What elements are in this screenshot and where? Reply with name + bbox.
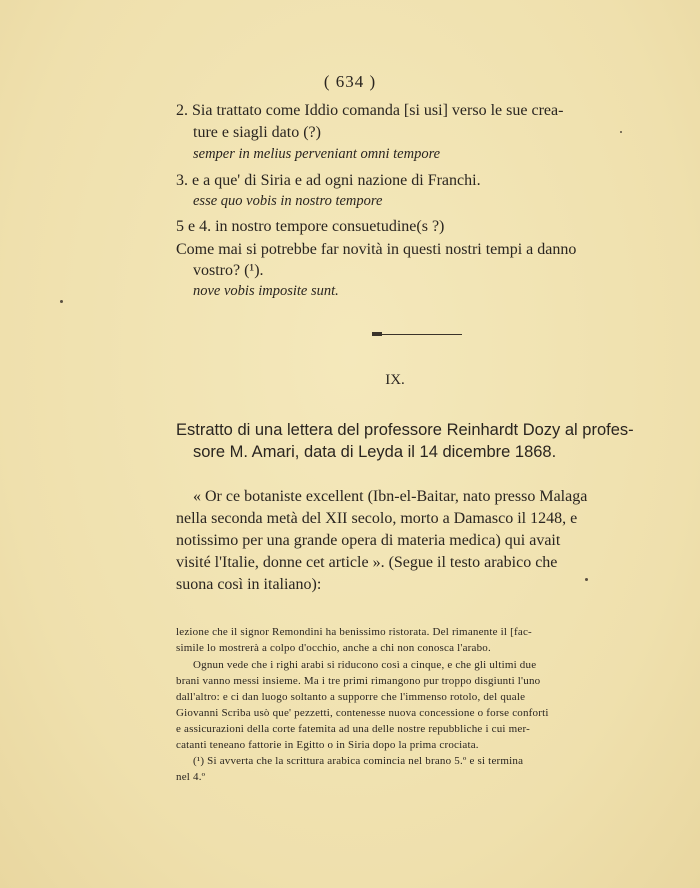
footnote-marker-line: (¹) Si avverta che la scrittura arabica comincia nel brano 5.º e si termina — [193, 755, 524, 767]
letter-title-line-1: Estratto di una lettera del professore Reinhardt Dozy al profes- — [176, 421, 634, 439]
paper-speck — [620, 131, 622, 133]
body-line-5: suona così in italiano): — [176, 576, 322, 593]
verse-5-4-line-3: vostro? (¹). — [193, 262, 264, 279]
verse-2-latin: semper in melius perveniant omni tempore — [193, 146, 441, 162]
verse-2-line-2: ture e siagli dato (?) — [193, 124, 321, 141]
footnote-line-5: dall'altro: e ci dan luogo soltanto a supporre che l'immenso rotolo, del quale — [176, 691, 526, 703]
letter-title-line-2: sore M. Amari, data di Leyda il 14 dicembre 1868. — [193, 443, 557, 461]
body-line-4: visité l'Italie, donne cet article ». (Segue il testo arabico che — [176, 554, 558, 571]
verse-3-line-1: 3. e a que' di Siria e ad ogni nazione di Franchi. — [176, 172, 481, 189]
footnote-line-6: Giovanni Scriba usò que' pezzetti, contenesse nuova concessione o forse conforti — [176, 707, 549, 719]
ornament-rule — [372, 333, 462, 336]
footnote-line-3: Ognun vede che i righi arabi si riducono così a cinque, e che gli ultimi due — [193, 659, 537, 671]
verse-3-latin: esse quo vobis in nostro tempore — [193, 193, 383, 209]
footnote-marker-line-2: nel 4.º — [176, 771, 206, 783]
footnote-line-8: catanti teneano fattorie in Egitto o in Siria dopo la prima crociata. — [176, 739, 479, 751]
body-line-2: nella seconda metà del XII secolo, morto a Damasco il 1248, e — [176, 510, 578, 527]
verse-5-4-latin: nove vobis imposite sunt. — [193, 283, 339, 299]
page-number: ( 634 ) — [323, 72, 377, 91]
verse-5-4-line-2: Come mai si potrebbe far novità in questi nostri tempi a danno — [176, 241, 577, 258]
footnote-line-2: simile lo mostrerà a colpo d'occhio, anche a chi non conosca l'arabo. — [176, 642, 491, 654]
paper-speck — [585, 578, 588, 581]
verse-5-4-line-1: 5 e 4. in nostro tempore consuetudine(s ?) — [176, 218, 445, 235]
footnote-line-7: e assicurazioni della corte fatemita ad una delle nostre repubbliche i cui mer- — [176, 723, 530, 735]
footnote-line-1: lezione che il signor Remondini ha benissimo ristorata. Del rimanente il [fac- — [176, 626, 532, 638]
section-heading: IX. — [385, 372, 405, 388]
body-line-3: notissimo per una grande opera di materia medica) qui avait — [176, 532, 561, 549]
footnote-line-4: brani vanno messi insieme. Ma i tre primi rimangono pur troppo disgiunti l'uno — [176, 675, 541, 687]
verse-2-line-1: 2. Sia trattato come Iddio comanda [si usi] verso le sue crea- — [176, 102, 564, 119]
body-line-1: « Or ce botaniste excellent (Ibn-el-Baitar, nato presso Malaga — [193, 488, 588, 505]
paper-speck — [60, 300, 63, 303]
